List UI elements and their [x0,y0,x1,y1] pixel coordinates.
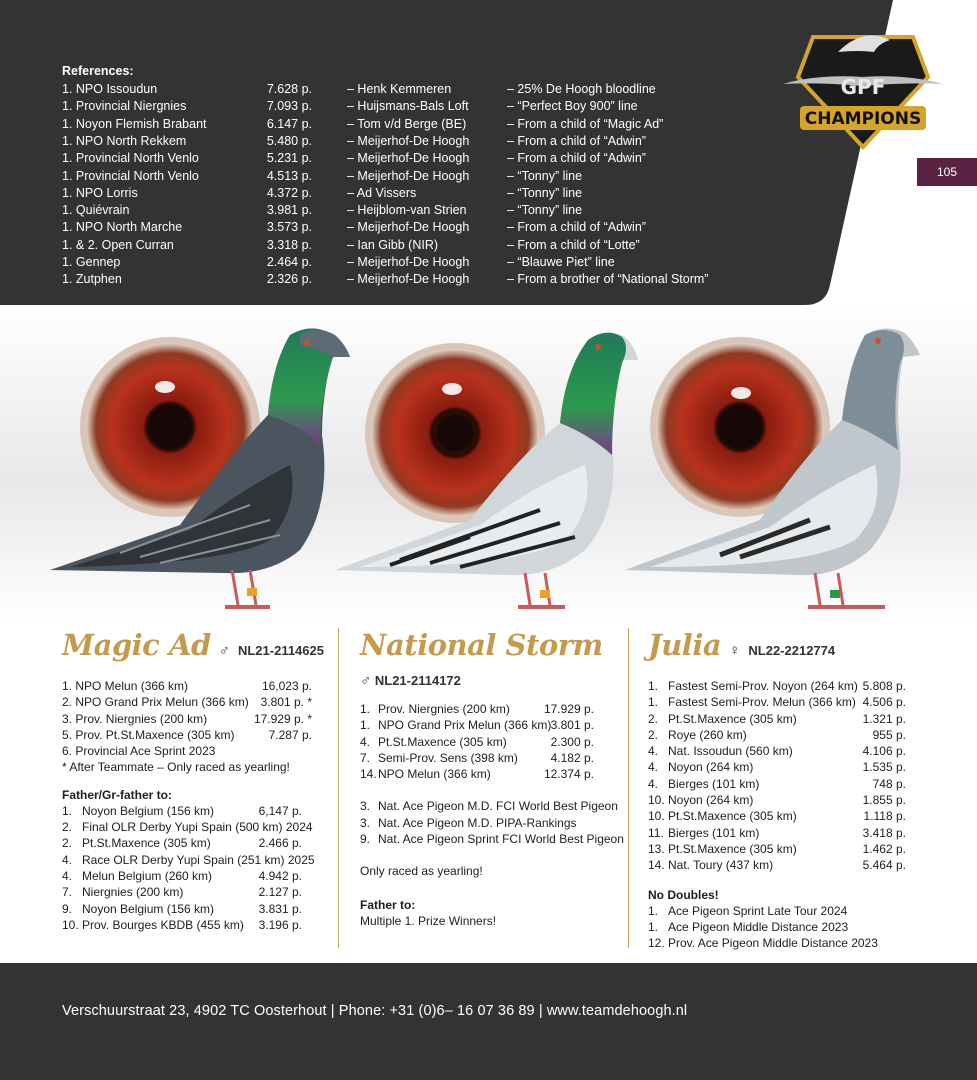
reference-owner: – Ad Vissers [347,185,417,200]
result-race: Roye (260 km) [668,727,747,742]
reference-note: – “Blauwe Piet” line [507,255,615,269]
result-row [360,717,625,733]
result-race: NPO Melun (366 km) [378,767,491,782]
offspring-row [62,819,332,835]
offspring-race: Niergnies (200 km) [82,885,184,900]
result-row [648,694,913,710]
reference-note: – 25% De Hoogh bloodline [507,82,656,96]
result-points: 1.118 p. [863,809,906,824]
gpf-champions-logo [778,22,948,152]
offspring-row [62,803,332,819]
ring-number: NL21-2114625 [237,643,324,658]
ace-rank: 3. [360,799,371,814]
result-points: 1.462 p. [862,841,906,856]
reference-row [62,169,742,186]
result-rank: 1. [360,702,371,716]
doubles-heading: No Doubles! [648,887,719,902]
reference-points: 6.147 p. [266,116,312,131]
offspring-row [62,917,332,933]
result-row [360,701,625,717]
reference-points: 3.318 p. [266,237,312,252]
reference-row [62,220,742,237]
result-row [62,711,332,727]
offspring-row [62,868,332,884]
pigeon-photo-strip [0,305,977,625]
reference-race: 1. NPO North Marche [62,220,183,235]
result-row [648,808,913,824]
reference-race: 1. & 2. Open Curran [62,237,174,252]
result-rank: 13. [648,841,665,856]
result-rank: 1. [360,718,371,733]
result-race: Bierges (101 km) [668,776,760,791]
reference-owner: – Meijerhof-De Hoogh [347,133,470,148]
offspring-race: Final OLR Derby Yupi Spain (500 km) 2024 [82,820,313,835]
offspring-points: 4.942 p. [258,868,302,883]
result-race: Pt.St.Maxence (305 km) [668,841,797,856]
ace-rank: 3. [360,815,371,830]
offspring-points: 2.466 p. [258,836,302,851]
ace-row [648,903,913,919]
pigeon-photos [0,305,977,625]
reference-row [62,117,742,134]
references-heading: References: [62,64,134,78]
reference-note: – “Tonny” line [507,168,583,183]
result-points: 748 p. [872,776,906,791]
result-rank: 14. [648,858,665,873]
result-row [62,727,332,743]
offspring-row [62,901,332,917]
reference-row [62,272,742,289]
reference-points: 7.628 p. [266,82,312,96]
reference-owner: – Meijerhof-De Hoogh [347,255,470,269]
ace-rank: 9. [360,832,371,847]
ace-row [648,935,913,951]
result-row [648,792,913,808]
ace-title: Ace Pigeon Sprint Late Tour 2024 [668,903,848,918]
offspring-rank: 1. [62,803,73,818]
result-rank: 4. [648,776,659,791]
offspring-rank: 2. [62,836,73,851]
result-race: Pt.St.Maxence (305 km) [668,809,797,824]
result-rank: 1. [648,679,659,693]
result-row [360,766,625,782]
offspring-race: Noyon Belgium (156 km) [82,901,215,916]
ace-title: Nat. Ace Pigeon M.D. PIPA-Rankings [378,815,577,830]
reference-note: – “Tonny” line [507,185,583,200]
result-text: 6. Provincial Ace Sprint 2023 [62,744,216,759]
reference-points: 7.093 p. [266,99,312,114]
result-points: 3.801 p. * [260,695,312,710]
reference-row [62,99,742,116]
result-points: 1.855 p. [862,793,906,808]
offspring-rank: 10. [62,917,79,932]
result-row [62,759,332,775]
result-race: Pt.St.Maxence (305 km) [378,734,507,749]
reference-note: – From a child of “Magic Ad” [507,116,664,131]
footer [0,963,977,1080]
result-points: 2.300 p. [550,734,594,749]
result-race: Noyon (264 km) [668,760,754,775]
reference-note: – From a brother of “National Storm” [507,272,709,287]
ace-rank: 1. [648,919,659,934]
result-row [648,743,913,759]
result-race: Pt.St.Maxence (305 km) [668,711,797,726]
male-icon: ♂ [360,672,372,689]
logo-mark: GPF [840,75,886,99]
reference-note: – “Tonny” line [507,203,583,218]
reference-race: 1. Noyon Flemish Brabant [62,116,207,131]
offspring-race: Melun Belgium (260 km) [82,868,213,883]
pigeon-card-magic-ad [62,628,332,933]
reference-owner: – Heijblom-van Strien [347,203,467,218]
result-points: 4.182 p. [550,750,594,765]
reference-points: 4.513 p. [266,168,312,183]
result-points: 1.321 p. [862,711,906,726]
offspring-rank: 4. [62,868,73,883]
result-race: Prov. Niergnies (200 km) [378,702,510,716]
yearling-note: Only raced as yearling! [360,864,483,879]
result-points: 17.929 p. [543,702,594,716]
reference-owner: – Meijerhof-De Hoogh [347,168,470,183]
result-points: 7.287 p. [268,727,312,742]
reference-race: 1. NPO Issoudun [62,82,158,96]
ace-title: Ace Pigeon Middle Distance 2023 [668,919,849,934]
result-race: Bierges (101 km) [668,825,760,840]
offspring-row [62,884,332,900]
result-points: 4.506 p. [862,695,906,710]
result-race: Nat. Issoudun (560 km) [668,744,793,759]
result-row [360,750,625,766]
reference-owner: – Meijerhof-De Hoogh [347,272,470,287]
result-row [648,678,913,694]
result-rank: 4. [648,760,659,775]
result-text: 5. Prov. Pt.St.Maxence (305 km) [62,727,235,742]
offspring-rank: 2. [62,820,73,835]
pigeon-name: Magic Ad [62,628,211,662]
ace-row [360,831,625,847]
offspring-race: Noyon Belgium (156 km) [82,803,215,818]
reference-owner: – Meijerhof-De Hoogh [347,220,470,235]
result-text: * After Teammate – Only raced as yearling! [62,760,290,775]
reference-row [62,203,742,220]
reference-points: 4.372 p. [266,185,312,200]
reference-row [62,134,742,151]
reference-row [62,238,742,255]
result-row [62,743,332,759]
result-text: 1. NPO Melun (366 km) [62,679,189,693]
reference-race: 1. NPO North Rekkem [62,133,187,148]
reference-race: 1. Gennep [62,255,121,269]
result-row [648,776,913,792]
offspring-row [62,835,332,851]
pigeon-name: Julia [648,628,722,662]
reference-race: 1. Provincial North Venlo [62,168,199,183]
result-rank: 11. [648,825,664,840]
result-row [648,857,913,873]
pigeon-card-national-storm [360,628,625,929]
result-points: 12.374 p. [543,767,594,782]
result-rank: 14. [360,767,377,782]
reference-row [62,255,742,272]
reference-race: 1. Provincial Niergnies [62,99,187,114]
reference-note: – From a child of “Adwin” [507,151,646,166]
offspring-points: 6,147 p. [258,803,302,818]
column-divider [628,628,629,948]
result-points: 4.106 p. [862,744,906,759]
logo-brand: CHAMPIONS [804,109,922,129]
result-row [648,825,913,841]
reference-points: 3.573 p. [266,220,312,235]
result-points: 5.808 p. [862,679,906,693]
pigeon-card-julia [648,628,913,951]
reference-note: – From a child of “Adwin” [507,220,646,235]
result-race: Noyon (264 km) [668,793,754,808]
result-rank: 2. [648,727,659,742]
result-rank: 7. [360,750,371,765]
result-points: 16,023 p. [261,679,312,693]
reference-owner: – Ian Gibb (NIR) [347,237,439,252]
result-points: 17.929 p. * [253,711,312,726]
result-race: Nat. Toury (437 km) [668,858,774,873]
ace-title: Nat. Ace Pigeon Sprint FCI World Best Pigeon [378,832,624,847]
page-number: 105 [917,158,977,186]
offspring-points: 2.127 p. [258,885,302,900]
ace-title: Nat. Ace Pigeon M.D. FCI World Best Pigeon [378,799,618,814]
offspring-points: 3.196 p. [258,917,302,932]
result-row [648,711,913,727]
ace-row [360,815,625,831]
result-rank: 2. [648,711,659,726]
father-text: Multiple 1. Prize Winners! [360,913,497,928]
ace-title: Prov. Ace Pigeon Middle Distance 2023 [668,936,878,951]
result-points: 3.801 p. [550,718,594,733]
reference-row [62,151,742,168]
reference-race: 1. Quiévrain [62,203,130,218]
result-rank: 1. [648,695,659,710]
result-race: NPO Grand Prix Melun (366 km) [378,718,552,733]
reference-owner: – Meijerhof-De Hoogh [347,151,470,166]
result-row [648,841,913,857]
reference-points: 2.464 p. [266,255,312,269]
result-text: 2. NPO Grand Prix Melun (366 km) [62,695,249,710]
reference-owner: – Tom v/d Berge (BE) [347,116,467,131]
offspring-race: Race OLR Derby Yupi Spain (251 km) 2025 [82,852,315,867]
reference-note: – From a child of “Adwin” [507,133,646,148]
offspring-rank: 4. [62,852,73,867]
reference-row [62,82,742,99]
ace-rank: 12. [648,936,665,951]
result-row [62,694,332,710]
result-points: 5.464 p. [862,858,906,873]
reference-points: 5.231 p. [266,151,312,166]
female-icon: ♀ [729,642,741,659]
reference-note: – “Perfect Boy 900” line [507,99,638,114]
result-rank: 4. [648,744,659,759]
reference-points: 5.480 p. [266,133,312,148]
ring-number: NL21-2114172 [374,673,461,688]
result-row [648,759,913,775]
result-race: Fastest Semi-Prov. Melun (366 km) [668,695,856,710]
result-text: 3. Prov. Niergnies (200 km) [62,711,208,726]
offspring-row [62,852,332,868]
offspring-race: Pt.St.Maxence (305 km) [82,836,211,851]
result-race: Fastest Semi-Prov. Noyon (264 km) [668,679,858,693]
offspring-rank: 7. [62,885,73,900]
result-rank: 10. [648,793,665,808]
result-rank: 4. [360,734,371,749]
reference-owner: – Henk Kemmeren [347,82,452,96]
result-row [62,678,332,694]
father-heading: Father/Gr-father to: [62,787,173,802]
result-points: 3.418 p. [862,825,906,840]
result-row [360,734,625,750]
ace-row [648,919,913,935]
father-heading: Father to: [360,897,416,912]
column-divider [338,628,339,948]
result-rank: 10. [648,809,665,824]
ace-rank: 1. [648,903,659,918]
reference-race: 1. NPO Lorris [62,185,138,200]
ring-number: NL22-2212774 [748,643,836,658]
offspring-points: 3.831 p. [258,901,302,916]
reference-row [62,186,742,203]
result-row [648,727,913,743]
reference-race: 1. Provincial North Venlo [62,151,199,166]
offspring-race: Prov. Bourges KBDB (455 km) [82,917,244,932]
ace-row [360,798,625,814]
reference-note: – From a child of “Lotte” [507,237,640,252]
footer-contact: Verschuurstraat 23, 4902 TC Oosterhout | Phone: +31 (0)6– 16 07 36 89 | www.teamdehoogh.nl [62,1003,688,1019]
result-points: 1.535 p. [862,760,906,775]
result-race: Semi-Prov. Sens (398 km) [378,750,518,765]
pigeon-name: National Storm [360,628,603,662]
reference-race: 1. Zutphen [62,272,122,287]
male-icon: ♂ [218,642,230,659]
result-points: 955 p. [872,727,906,742]
reference-owner: – Huijsmans-Bals Loft [347,99,469,114]
offspring-rank: 9. [62,901,73,916]
reference-points: 3.981 p. [266,203,312,218]
reference-points: 2.326 p. [266,272,312,287]
